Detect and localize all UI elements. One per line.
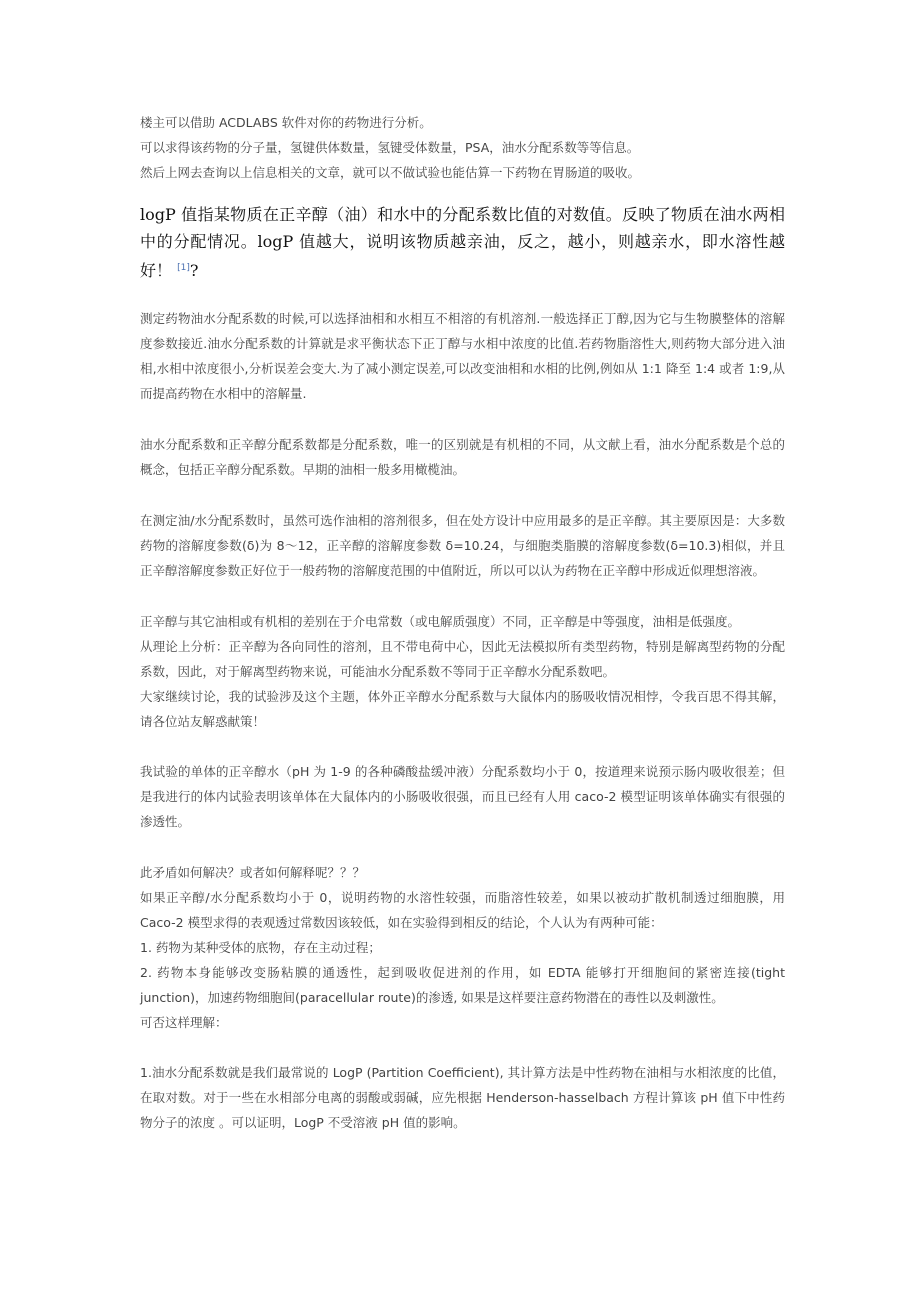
paragraph-understanding: 可否这样理解： <box>140 1015 228 1030</box>
paragraph-octanol-reason: 在测定油/水分配系数时，虽然可选作油相的溶剂很多，但在处方设计中应用最多的是正辛醇。其主要原因是：大多数药物的溶解度参数(δ)为 8～12，正辛醇的溶解度参数 δ=10.24，与细胞类脂膜的溶解度参数(δ=10.3)相似，并且正辛醇溶解度参数正好位于一般药物的溶解度范围的中值附近，所以可以认为药物在正辛醇中形成近似理想溶液。 <box>140 513 785 578</box>
paragraph-theory-analysis: 从理论上分析：正辛醇为各向同性的溶剂，且不带电荷中心，因此无法模拟所有类型药物，特别是解离型药物的分配系数，因此，对于解离型药物来说，可能油水分配系数不等同于正辛醇水分配系数吧。 <box>140 639 785 679</box>
contradiction-block <box>140 860 785 1035</box>
paragraph-measurement-method: 测定药物油水分配系数的时候,可以选择油相和水相互不相溶的有机溶剂.一般选择正丁醇,因为它与生物膜整体的溶解度参数接近.油水分配系数的计算就是求平衡状态下正丁醇与水相中浓度的比值.若药物脂溶性大,则药物大部分进入油相,水相中浓度很小,分析误差会变大.为了减小测定误差,可以改变油相和水相的比例,例如从 1:1 降至 1:4 或者 1:9,从而提高药物在水相中的溶解量. <box>140 311 785 401</box>
intro-block <box>140 110 785 185</box>
paragraph-logp-explanation: 1.油水分配系数就是我们最常说的 LogP (Partition Coefficient), 其计算方法是中性药物在油相与水相浓度的比值，在取对数。对于一些在水相部分电离的弱酸或弱碱，应先根据 Henderson-hasselbach 方程计算该 pH 值下中性药物分子的浓度 。可以证明，LogP 不受溶液 pH 值的影响。 <box>140 1065 785 1130</box>
paragraph-question: 此矛盾如何解决？或者如何解释呢？？？ <box>140 865 366 880</box>
logp-definition-heading <box>140 201 785 284</box>
citation-link[interactable]: [1] <box>177 263 190 273</box>
headline-text: logP 值指某物质在正辛醇（油）和水中的分配系数比值的对数值。反映了物质在油水两相中的分配情况。logP 值越大，说明该物质越亲油，反之，越小，则越亲水，即水溶性越好！ <box>140 205 785 280</box>
list-item-2: 2. 药物本身能够改变肠粘膜的通透性，起到吸收促进剂的作用，如 EDTA 能够打开细胞间的紧密连接(tight junction)，加速药物细胞间(paracellular route)的渗透, 如果是这样要注意药物潜在的毒性以及刺激性。 <box>140 965 785 1005</box>
intro-line-1: 楼主可以借助 ACDLABS 软件对你的药物进行分析。 <box>140 115 432 130</box>
list-item-1: 1. 药物为某种受体的底物，存在主动过程； <box>140 940 381 955</box>
paragraph-experiment-result: 我试验的单体的正辛醇水（pH 为 1-9 的各种磷酸盐缓冲液）分配系数均小于 0，按道理来说预示肠内吸收很差；但是我进行的体内试验表明该单体在大鼠体内的小肠吸收很强，而且已经有人用 caco-2 模型证明该单体确实有很强的渗透性。 <box>140 764 785 829</box>
document-page <box>140 110 785 1135</box>
paragraph-discussion-request: 大家继续讨论，我的试验涉及这个主题，体外正辛醇水分配系数与大鼠体内的肠吸收情况相悖，令我百思不得其解，请各位站友解惑献策！ <box>140 689 785 729</box>
intro-line-3: 然后上网去查询以上信息相关的文章，就可以不做试验也能估算一下药物在胃肠道的吸收。 <box>140 165 641 180</box>
paragraph-hypothesis-intro: 如果正辛醇/水分配系数均小于 0，说明药物的水溶性较强，而脂溶性较差，如果以被动扩散机制透过细胞膜，用 Caco-2 模型求得的表观透过常数因该较低，如在实验得到相反的结论，个人认为有两种可能： <box>140 890 785 930</box>
paragraph-dielectric-difference: 正辛醇与其它油相或有机相的差别在于介电常数（或电解质强度）不同，正辛醇是中等强度，油相是低强度。 <box>140 614 741 629</box>
paragraph-partition-concept: 油水分配系数和正辛醇分配系数都是分配系数，唯一的区别就是有机相的不同，从文献上看，油水分配系数是个总的概念，包括正辛醇分配系数。早期的油相一般多用橄榄油。 <box>140 437 785 477</box>
discussion-block <box>140 609 785 734</box>
intro-line-2: 可以求得该药物的分子量，氢键供体数量，氢键受体数量，PSA，油水分配系数等等信息。 <box>140 140 640 155</box>
headline-suffix: ? <box>189 261 199 280</box>
